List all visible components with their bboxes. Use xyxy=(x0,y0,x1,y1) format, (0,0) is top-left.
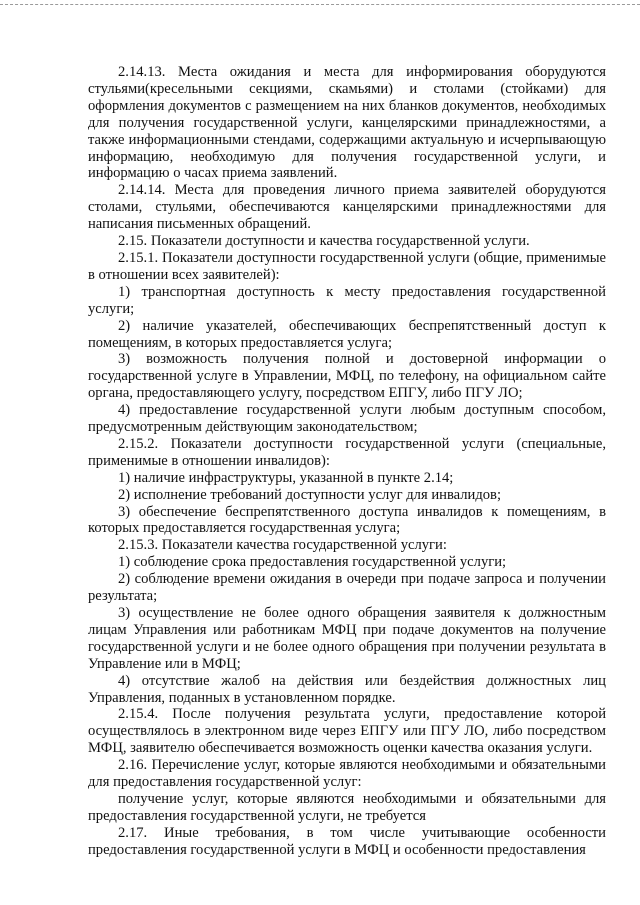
paragraph-2-17: 2.17. Иные требования, в том числе учитывающие особенности предоставления государственной услуги в МФЦ и особенности предоставления xyxy=(88,824,606,858)
list-item-4: 4) отсутствие жалоб на действия или бездействия должностных лиц Управления, поданных в установленном порядке. xyxy=(88,672,606,706)
paragraph-2-16: 2.16. Перечисление услуг, которые являются необходимыми и обязательными для предоставления государственной услуг: xyxy=(88,757,606,791)
paragraph-2-14-13: 2.14.13. Места ожидания и места для информирования оборудуются стульями(кресельными секциями, скамьями) и столами (стойками) для оформления документов с размещением на них бланков документов, необходимых для получения государственной услуги, канцелярскими принадлежностями, а также информационными стендами, содержащими актуальную и исчерпывающую информацию, необходимую для получения государственной услуги, и информацию о часах приема заявлений. xyxy=(88,64,606,182)
list-item-2: 2) наличие указателей, обеспечивающих беспрепятственный доступ к помещениям, в которых предоставляется услуга; xyxy=(88,317,606,351)
list-item-3: 3) осуществление не более одного обращения заявителя к должностным лицам Управления или работникам МФЦ при подаче документов на получение государственной услуги и не более одного обращения при получении результата в Управление или в МФЦ; xyxy=(88,605,606,672)
paragraph-2-16-text: получение услуг, которые являются необходимыми и обязательными для предоставления государственной услуги, не требуется xyxy=(88,790,606,824)
list-item-2: 2) соблюдение времени ожидания в очереди при подаче запроса и получении результата; xyxy=(88,571,606,605)
list-item-2: 2) исполнение требований доступности услуг для инвалидов; xyxy=(118,486,502,503)
paragraph-2-15-4: 2.15.4. После получения результата услуги, предоставление которой осуществлялось в электронном виде через ЕПГУ или ПГУ ЛО, либо посредством МФЦ, заявителю обеспечивается возможность оценки качества оказания услуги. xyxy=(88,706,606,757)
list-item-4: 4) предоставление государственной услуги любым доступным способом, предусмотренным действующим законодательством; xyxy=(88,402,606,436)
list-item-1: 1) наличие инфраструктуры, указанной в пункте 2.14; xyxy=(118,469,454,486)
document-body xyxy=(88,64,606,859)
paragraph-2-15: 2.15. Показатели доступности и качества государственной услуги. xyxy=(118,233,530,250)
scan-edge-line xyxy=(0,4,640,5)
paragraph-2-15-1: 2.15.1. Показатели доступности государственной услуги (общие, применимые в отношении всех заявителей): xyxy=(88,249,606,283)
list-item-1: 1) соблюдение срока предоставления государственной услуги; xyxy=(118,554,507,571)
paragraph-2-15-3: 2.15.3. Показатели качества государственной услуги: xyxy=(118,537,447,554)
list-item-3: 3) обеспечение беспрепятственного доступа инвалидов к помещениям, в которых предоставляется государственная услуга; xyxy=(88,503,606,537)
paragraph-2-14-14: 2.14.14. Места для проведения личного приема заявителей оборудуются столами, стульями, обеспечиваются канцелярскими принадлежностями для написания письменных обращений. xyxy=(88,182,606,233)
list-item-3: 3) возможность получения полной и достоверной информации о государственной услуге в Управлении, МФЦ, по телефону, на официальном сайте органа, предоставляющего услугу, посредством ЕПГУ, либо ПГУ ЛО; xyxy=(88,351,606,402)
list-item-1: 1) транспортная доступность к месту предоставления государственной услуги; xyxy=(88,283,606,317)
paragraph-2-15-2: 2.15.2. Показатели доступности государственной услуги (специальные, применимые в отношении инвалидов): xyxy=(88,435,606,469)
